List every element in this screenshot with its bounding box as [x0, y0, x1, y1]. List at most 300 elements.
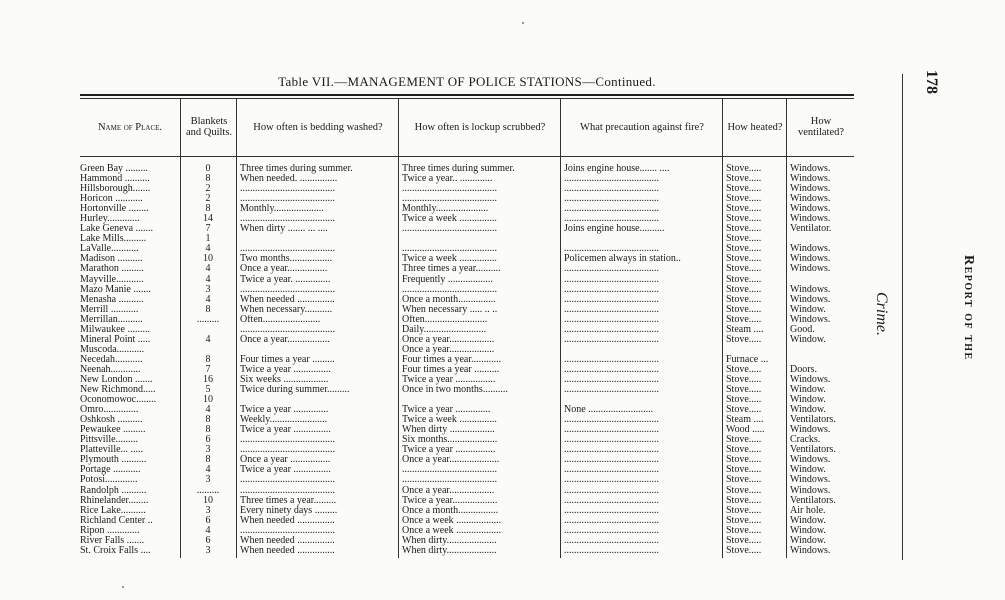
table-row	[80, 506, 860, 516]
fire-precaution: ......................................	[564, 294, 659, 305]
lockup-frequency: Twice a week ...............	[402, 254, 497, 265]
ventilation-method: Windows.	[790, 374, 831, 385]
blankets-count: 6	[205, 535, 211, 546]
table-row	[80, 536, 860, 546]
bedding-frequency: Twice a year ...............	[240, 465, 331, 476]
ventilation-method: Windows.	[790, 254, 831, 265]
bedding-frequency: When dirty ....... ... ....	[240, 224, 328, 235]
lockup-frequency: Once a year....................	[402, 455, 500, 466]
heating-method: Stove.....	[726, 224, 762, 235]
blankets-count: 8	[205, 204, 211, 215]
heating-method: Stove.....	[726, 194, 762, 205]
blankets-count: 8	[205, 354, 211, 365]
ventilation-method: Windows.	[790, 284, 831, 295]
heating-method: Stove.....	[726, 505, 762, 516]
table-row	[80, 164, 860, 174]
bedding-frequency: Once a year.................	[240, 334, 330, 345]
header-ventilated: How ventilated?	[797, 116, 845, 138]
heating-method: Stove.....	[726, 455, 762, 466]
blankets-count: 4	[205, 294, 211, 305]
bedding-frequency: ......................................	[240, 435, 335, 446]
table-row	[80, 285, 860, 295]
heating-method: Stove.....	[726, 274, 762, 285]
lockup-frequency: Once a week ..................	[402, 525, 502, 536]
bedding-frequency: ......................................	[240, 284, 335, 295]
fire-precaution: ......................................	[564, 364, 659, 375]
table-row	[80, 224, 860, 234]
blankets-count: 8	[205, 425, 211, 436]
blankets-count: 5	[205, 385, 211, 396]
bedding-frequency: Six weeks ..................	[240, 374, 329, 385]
fire-precaution: ......................................	[564, 515, 659, 526]
heating-method: Wood .....	[726, 425, 765, 436]
bedding-frequency: Twice a year ...............	[240, 425, 331, 436]
ventilation-method: Windows.	[790, 264, 831, 275]
fire-precaution: ......................................	[564, 204, 659, 215]
place-name: Randolph ..........	[80, 485, 147, 496]
bedding-frequency: ......................................	[240, 194, 335, 205]
place-name: Mayville...........	[80, 274, 144, 285]
lockup-frequency: ......................................	[402, 465, 497, 476]
section-title: Crime.	[873, 292, 890, 336]
bedding-frequency: When needed ...............	[240, 515, 335, 526]
lockup-frequency: Six months....................	[402, 435, 498, 446]
table-row	[80, 315, 860, 325]
place-name: Lake Mills.........	[80, 234, 147, 245]
bedding-frequency: Twice a year. ..............	[240, 274, 331, 285]
bedding-frequency: ......................................	[240, 324, 335, 335]
table-row	[80, 445, 860, 455]
blankets-count: 8	[205, 455, 211, 466]
ventilation-method: Windows.	[790, 485, 831, 496]
heating-method: Stove.....	[726, 445, 762, 456]
bedding-frequency: Twice during summer.........	[240, 385, 350, 396]
place-name: New London .......	[80, 374, 153, 385]
table-body	[80, 164, 860, 556]
blankets-count: 6	[205, 435, 211, 446]
ventilation-method: Window.	[790, 405, 826, 416]
blankets-count: 4	[205, 274, 211, 285]
heating-method: Stove.....	[726, 244, 762, 255]
table-row	[80, 305, 860, 315]
lockup-frequency: ......................................	[402, 284, 497, 295]
heating-method: Steam ....	[726, 324, 764, 335]
fire-precaution: None ..........................	[564, 405, 654, 416]
place-name: Richland Center ..	[80, 515, 153, 526]
lockup-frequency: Twice a year ................	[402, 374, 496, 385]
fire-precaution: ......................................	[564, 264, 659, 275]
header-lockup: How often is lockup scrubbed?	[414, 121, 546, 133]
fire-precaution: ......................................	[564, 545, 659, 556]
bedding-frequency: Two months.................	[240, 254, 333, 265]
bedding-frequency: ......................................	[240, 525, 335, 536]
place-name: Plymouth ..........	[80, 455, 147, 466]
header-bedding: How often is bedding washed?	[253, 121, 383, 133]
header-heated: How heated?	[727, 121, 783, 133]
bedding-frequency: Three times a year.........	[240, 495, 337, 506]
bedding-frequency: ......................................	[240, 214, 335, 225]
blankets-count: .........	[196, 314, 220, 325]
table-row	[80, 264, 860, 274]
bedding-frequency: ......................................	[240, 184, 335, 195]
table-row	[80, 365, 860, 375]
lockup-frequency: When necessary ..... .. ..	[402, 304, 498, 315]
lockup-frequency: ......................................	[402, 475, 497, 486]
place-name: Mazo Manie .......	[80, 284, 151, 295]
ventilation-method: Ventilators.	[790, 445, 836, 456]
lockup-frequency: Monthly.....................	[402, 204, 489, 215]
blankets-count: .........	[196, 485, 220, 496]
bedding-frequency: Four times a year .........	[240, 354, 335, 365]
blankets-count: 4	[205, 264, 211, 275]
table-row	[80, 486, 860, 496]
fire-precaution: ......................................	[564, 304, 659, 315]
lockup-frequency: Twice a year..................	[402, 495, 498, 506]
blankets-count: 6	[205, 515, 211, 526]
header-place: Name of Place.	[97, 121, 163, 133]
lockup-frequency: ......................................	[402, 194, 497, 205]
ventilation-method: Window.	[790, 515, 826, 526]
ventilation-method: Windows.	[790, 204, 831, 215]
bedding-frequency: When needed ...............	[240, 294, 335, 305]
blankets-count: 7	[205, 364, 211, 375]
place-name: Lake Geneva .......	[80, 224, 154, 235]
ventilation-method: Ventilators.	[790, 495, 836, 506]
heating-method: Stove.....	[726, 204, 762, 215]
table-row	[80, 546, 860, 556]
lockup-frequency: Once a month................	[402, 505, 499, 516]
place-name: Madison ..........	[80, 254, 143, 265]
heating-method: Stove.....	[726, 294, 762, 305]
fire-precaution: ......................................	[564, 354, 659, 365]
table-row	[80, 375, 860, 385]
print-speck	[522, 22, 524, 24]
ventilation-method: Window.	[790, 535, 826, 546]
ventilation-method: Windows.	[790, 455, 831, 466]
lockup-frequency: Daily.........................	[402, 324, 487, 335]
blankets-count: 14	[203, 214, 213, 225]
blankets-count: 4	[205, 525, 211, 536]
ventilation-method: Good.	[790, 324, 815, 335]
fire-precaution: Joins engine house....... ....	[564, 164, 670, 174]
lockup-frequency: Often.........................	[402, 314, 488, 325]
bedding-frequency: ......................................	[240, 244, 335, 255]
heating-method: Stove.....	[726, 174, 762, 185]
heating-method: Stove.....	[726, 364, 762, 375]
place-name: Marathon .........	[80, 264, 144, 275]
table-row	[80, 405, 860, 415]
place-name: Merrillan..........	[80, 314, 143, 325]
lockup-frequency: When dirty....................	[402, 545, 497, 556]
table-row	[80, 254, 860, 264]
place-name: Pittsville.........	[80, 435, 139, 446]
place-name: Pewaukee .........	[80, 425, 146, 436]
heating-method: Stove.....	[726, 395, 762, 406]
ventilation-method: Windows.	[790, 194, 831, 205]
ventilation-method: Window.	[790, 334, 826, 345]
bedding-frequency: Once a year ................	[240, 455, 331, 466]
place-name: Menasha ..........	[80, 294, 144, 305]
ventilation-method: Window.	[790, 385, 826, 396]
blankets-count: 10	[203, 395, 213, 406]
fire-precaution: ......................................	[564, 324, 659, 335]
place-name: Oshkosh ..........	[80, 415, 143, 426]
ventilation-method: Cracks.	[790, 435, 821, 446]
bedding-frequency: Monthly....................	[240, 204, 324, 215]
table-row	[80, 345, 860, 355]
bedding-frequency: Twice a year ..............	[240, 405, 329, 416]
lockup-frequency: ......................................	[402, 224, 497, 235]
fire-precaution: ......................................	[564, 425, 659, 436]
blankets-count: 3	[205, 505, 211, 516]
fire-precaution: ......................................	[564, 284, 659, 295]
place-name: New Richmond.....	[80, 385, 156, 396]
heating-method: Stove.....	[726, 164, 762, 174]
place-name: Milwaukee .........	[80, 324, 150, 335]
place-name: River Falls .......	[80, 535, 145, 546]
place-name: Rice Lake..........	[80, 505, 146, 516]
lockup-frequency: ......................................	[402, 184, 497, 195]
ventilation-method: Windows.	[790, 314, 831, 325]
place-name: Portage ...........	[80, 465, 141, 476]
blankets-count: 3	[205, 284, 211, 295]
place-name: Omro..............	[80, 405, 139, 416]
blankets-count: 2	[205, 184, 211, 195]
fire-precaution: ......................................	[564, 535, 659, 546]
lockup-frequency: Twice a year ..............	[402, 405, 491, 416]
ventilation-method: Doors.	[790, 364, 817, 375]
place-name: Neenah............	[80, 364, 141, 375]
ventilation-method: Window.	[790, 304, 826, 315]
fire-precaution: ......................................	[564, 415, 659, 426]
blankets-count: 10	[203, 254, 213, 265]
page-number: 178	[923, 70, 940, 94]
bedding-frequency: Weekly.......................	[240, 415, 328, 426]
heating-method: Stove.....	[726, 284, 762, 295]
heating-method: Stove.....	[726, 545, 762, 556]
margin-rule	[902, 74, 903, 560]
table-title: Table VII.—MANAGEMENT OF POLICE STATIONS—Continued.	[278, 74, 656, 89]
ventilation-method: Windows.	[790, 184, 831, 195]
table-row	[80, 174, 860, 184]
lockup-frequency: Three times a year..........	[402, 264, 501, 275]
heating-method: Stove.....	[726, 214, 762, 225]
heating-method: Stove.....	[726, 405, 762, 416]
blankets-count: 1	[205, 234, 211, 245]
place-name: LaValle...........	[80, 244, 139, 255]
table-row	[80, 455, 860, 465]
heating-method: Stove.....	[726, 304, 762, 315]
running-head: Report of the	[961, 255, 976, 361]
fire-precaution: ......................................	[564, 475, 659, 486]
ventilation-method: Windows.	[790, 294, 831, 305]
table-row	[80, 415, 860, 425]
fire-precaution: ......................................	[564, 184, 659, 195]
blankets-count: 8	[205, 174, 211, 185]
fire-precaution: ......................................	[564, 505, 659, 516]
table-row	[80, 475, 860, 485]
heating-method: Stove.....	[726, 515, 762, 526]
ventilation-method: Windows.	[790, 214, 831, 225]
table-row	[80, 194, 860, 204]
heating-method: Stove.....	[726, 184, 762, 195]
place-name: Hammond ..........	[80, 174, 150, 185]
fire-precaution: ......................................	[564, 194, 659, 205]
table-row	[80, 526, 860, 536]
place-name: Potosi.............	[80, 475, 138, 486]
place-name: Hurley.............	[80, 214, 140, 225]
table-row	[80, 184, 860, 194]
heating-method: Stove.....	[726, 535, 762, 546]
lockup-frequency: Frequently ..................	[402, 274, 493, 285]
fire-precaution: ......................................	[564, 525, 659, 536]
ventilation-method: Air hole.	[790, 505, 826, 516]
fire-precaution: ......................................	[564, 465, 659, 476]
bedding-frequency: Twice a year ...............	[240, 364, 331, 375]
fire-precaution: ......................................	[564, 334, 659, 345]
table-row	[80, 385, 860, 395]
heating-method: Stove.....	[726, 475, 762, 486]
lockup-frequency: Once a month...............	[402, 294, 496, 305]
table-row	[80, 516, 860, 526]
fire-precaution: ......................................	[564, 495, 659, 506]
fire-precaution: ......................................	[564, 385, 659, 396]
bedding-frequency: When needed ...............	[240, 535, 335, 546]
ventilation-method: Ventilator.	[790, 224, 832, 235]
lockup-frequency: Four times a year ..........	[402, 364, 500, 375]
fire-precaution: ......................................	[564, 374, 659, 385]
heating-method: Furnace ...	[726, 354, 769, 365]
place-name: Rhinelander........	[80, 495, 149, 506]
fire-precaution: Policemen always in station..	[564, 254, 681, 265]
blankets-count: 4	[205, 465, 211, 476]
bedding-frequency: When needed. ...............	[240, 174, 338, 185]
table-row	[80, 325, 860, 335]
ventilation-method: Window.	[790, 395, 826, 406]
fire-precaution: ......................................	[564, 455, 659, 466]
heating-method: Stove.....	[726, 465, 762, 476]
place-name: Green Bay .........	[80, 164, 149, 174]
lockup-frequency: Once in two months..........	[402, 385, 508, 396]
heating-method: Stove.....	[726, 254, 762, 265]
fire-precaution: ......................................	[564, 445, 659, 456]
place-name: Platteville... .....	[80, 445, 144, 456]
fire-precaution: ......................................	[564, 314, 659, 325]
table-row	[80, 234, 860, 244]
lockup-frequency: Once a year..................	[402, 485, 495, 496]
fire-precaution: ......................................	[564, 214, 659, 225]
bedding-frequency: When needed ...............	[240, 545, 335, 556]
table-row	[80, 204, 860, 214]
lockup-frequency: Three times during summer.	[402, 164, 515, 174]
blankets-count: 0	[205, 164, 211, 174]
lockup-frequency: Once a week ..................	[402, 515, 502, 526]
place-name: Oconomowoc........	[80, 395, 157, 406]
bedding-frequency: Once a year................	[240, 264, 328, 275]
heating-method: Stove.....	[726, 334, 762, 345]
table-row	[80, 335, 860, 345]
place-name: Muscoda...........	[80, 344, 145, 355]
header-top-rule	[80, 94, 854, 96]
ventilation-method: Windows.	[790, 174, 831, 185]
heating-method: Stove.....	[726, 435, 762, 446]
lockup-frequency: Four times a year............	[402, 354, 502, 365]
blankets-count: 8	[205, 415, 211, 426]
bedding-frequency: ......................................	[240, 475, 335, 486]
blankets-count: 7	[205, 224, 211, 235]
table-row	[80, 244, 860, 254]
blankets-count: 16	[203, 374, 213, 385]
bedding-frequency: Often.......................	[240, 314, 321, 325]
lockup-frequency: Twice a year.. .............	[402, 174, 493, 185]
table-row	[80, 295, 860, 305]
print-speck	[122, 586, 124, 588]
heating-method: Stove.....	[726, 264, 762, 275]
blankets-count: 3	[205, 445, 211, 456]
place-name: Mineral Point .....	[80, 334, 151, 345]
fire-precaution: ......................................	[564, 244, 659, 255]
place-name: Merrill ...........	[80, 304, 139, 315]
place-name: Hillsborough.......	[80, 184, 151, 195]
blankets-count: 8	[205, 304, 211, 315]
fire-precaution: Joins engine house..........	[564, 224, 665, 235]
header-blankets: Blankets and Quilts.	[185, 116, 233, 138]
table-row	[80, 465, 860, 475]
heating-method: Stove.....	[726, 374, 762, 385]
lockup-frequency: ......................................	[402, 244, 497, 255]
lockup-frequency: Once a year..................	[402, 344, 495, 355]
blankets-count: 4	[205, 405, 211, 416]
header-top-rule-2	[80, 98, 854, 99]
blankets-count: 4	[205, 244, 211, 255]
heating-method: Steam ....	[726, 415, 764, 426]
place-name: Necedah...........	[80, 354, 143, 365]
header-fire: What precaution against fire?	[580, 121, 704, 133]
ventilation-method: Window.	[790, 465, 826, 476]
lockup-frequency: Once a year..................	[402, 334, 495, 345]
ventilation-method: Windows.	[790, 164, 831, 174]
fire-precaution: ......................................	[564, 485, 659, 496]
lockup-frequency: When dirty....................	[402, 535, 497, 546]
table-row	[80, 214, 860, 224]
lockup-frequency: When dirty ..................	[402, 425, 495, 436]
table-row	[80, 435, 860, 445]
bedding-frequency: When necessary...........	[240, 304, 333, 315]
bedding-frequency: Three times during summer.	[240, 164, 353, 174]
heating-method: Stove.....	[726, 234, 762, 245]
bedding-frequency: ......................................	[240, 485, 335, 496]
bedding-frequency: ......................................	[240, 445, 335, 456]
ventilation-method: Windows.	[790, 545, 831, 556]
place-name: Horicon ...........	[80, 194, 143, 205]
ventilation-method: Window.	[790, 525, 826, 536]
heating-method: Stove.....	[726, 485, 762, 496]
lockup-frequency: Twice a year ................	[402, 445, 496, 456]
header-bottom-rule	[80, 156, 854, 157]
table-row	[80, 355, 860, 365]
table-row	[80, 395, 860, 405]
blankets-count: 3	[205, 475, 211, 486]
place-name: Hortonville ........	[80, 204, 149, 215]
blankets-count: 4	[205, 334, 211, 345]
table-row	[80, 496, 860, 506]
place-name: St. Croix Falls ....	[80, 545, 151, 556]
table-row	[80, 275, 860, 285]
bedding-frequency: Every ninety days .........	[240, 505, 338, 516]
ventilation-method: Windows.	[790, 244, 831, 255]
heating-method: Stove.....	[726, 385, 762, 396]
heating-method: Stove.....	[726, 525, 762, 536]
